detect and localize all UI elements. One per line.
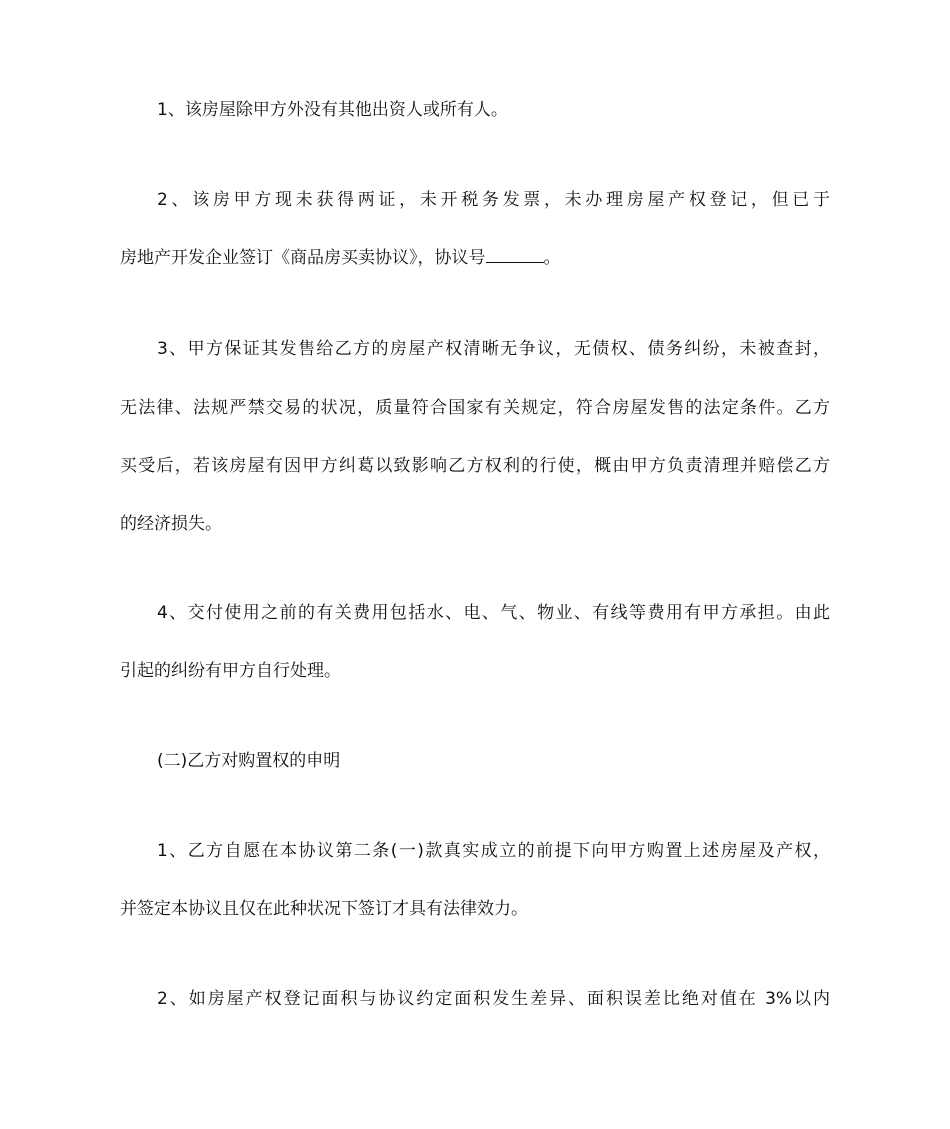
section-heading [157,749,340,773]
clause-4-line-2 [120,659,341,683]
clause-3-line-3 [120,454,830,478]
clause-1-line [157,98,508,122]
agreement-number-blank [486,246,544,263]
clause-2-line-1 [157,188,830,212]
clause-3-line-4 [120,512,222,536]
text-line: 并签定本协议且仅在此种状况下签订才具有法律效力。 [120,899,528,919]
text-line: 无法律、法规严禁交易的状况，质量符合国家有关规定，符合房屋发售的法定条件。乙方 [120,398,830,418]
text-line: 的经济损失。 [120,514,222,534]
clause-3-line-2 [120,396,830,420]
buyer-clause-1-line-1 [157,839,830,863]
text-line: 买受后，若该房屋有因甲方纠葛以致影响乙方权利的行使，概由甲方负责清理并赔偿乙方 [120,456,830,476]
text-line-end: 。 [543,248,561,268]
text-line: 引起的纠纷有甲方自行处理。 [120,661,341,681]
text-line: 2、如房屋产权登记面积与协议约定面积发生差异、面积误差比绝对值在 3%以内 [157,989,830,1009]
clause-3-line-1 [157,337,830,361]
text-line: 房地产开发企业签订《商品房买卖协议》，协议号 [120,248,486,268]
clause-4-line-1 [157,601,830,625]
buyer-clause-2-line-1 [157,987,830,1011]
text-line: 2、该房甲方现未获得两证，未开税务发票，未办理房屋产权登记，但已于 [157,190,830,210]
text-line: 4、交付使用之前的有关费用包括水、电、气、物业、有线等费用有甲方承担。由此 [157,603,830,623]
text-line: 1、乙方自愿在本协议第二条(一)款真实成立的前提下向甲方购置上述房屋及产权， [157,841,830,861]
clause-2-line-2 [120,246,561,270]
text-line: 1、该房屋除甲方外没有其他出资人或所有人。 [157,100,508,120]
text-line: 3、甲方保证其发售给乙方的房屋产权清晰无争议，无债权、债务纠纷，未被查封， [157,339,830,359]
buyer-clause-1-line-2 [120,897,528,921]
section-title: (二)乙方对购置权的申明 [157,751,341,771]
